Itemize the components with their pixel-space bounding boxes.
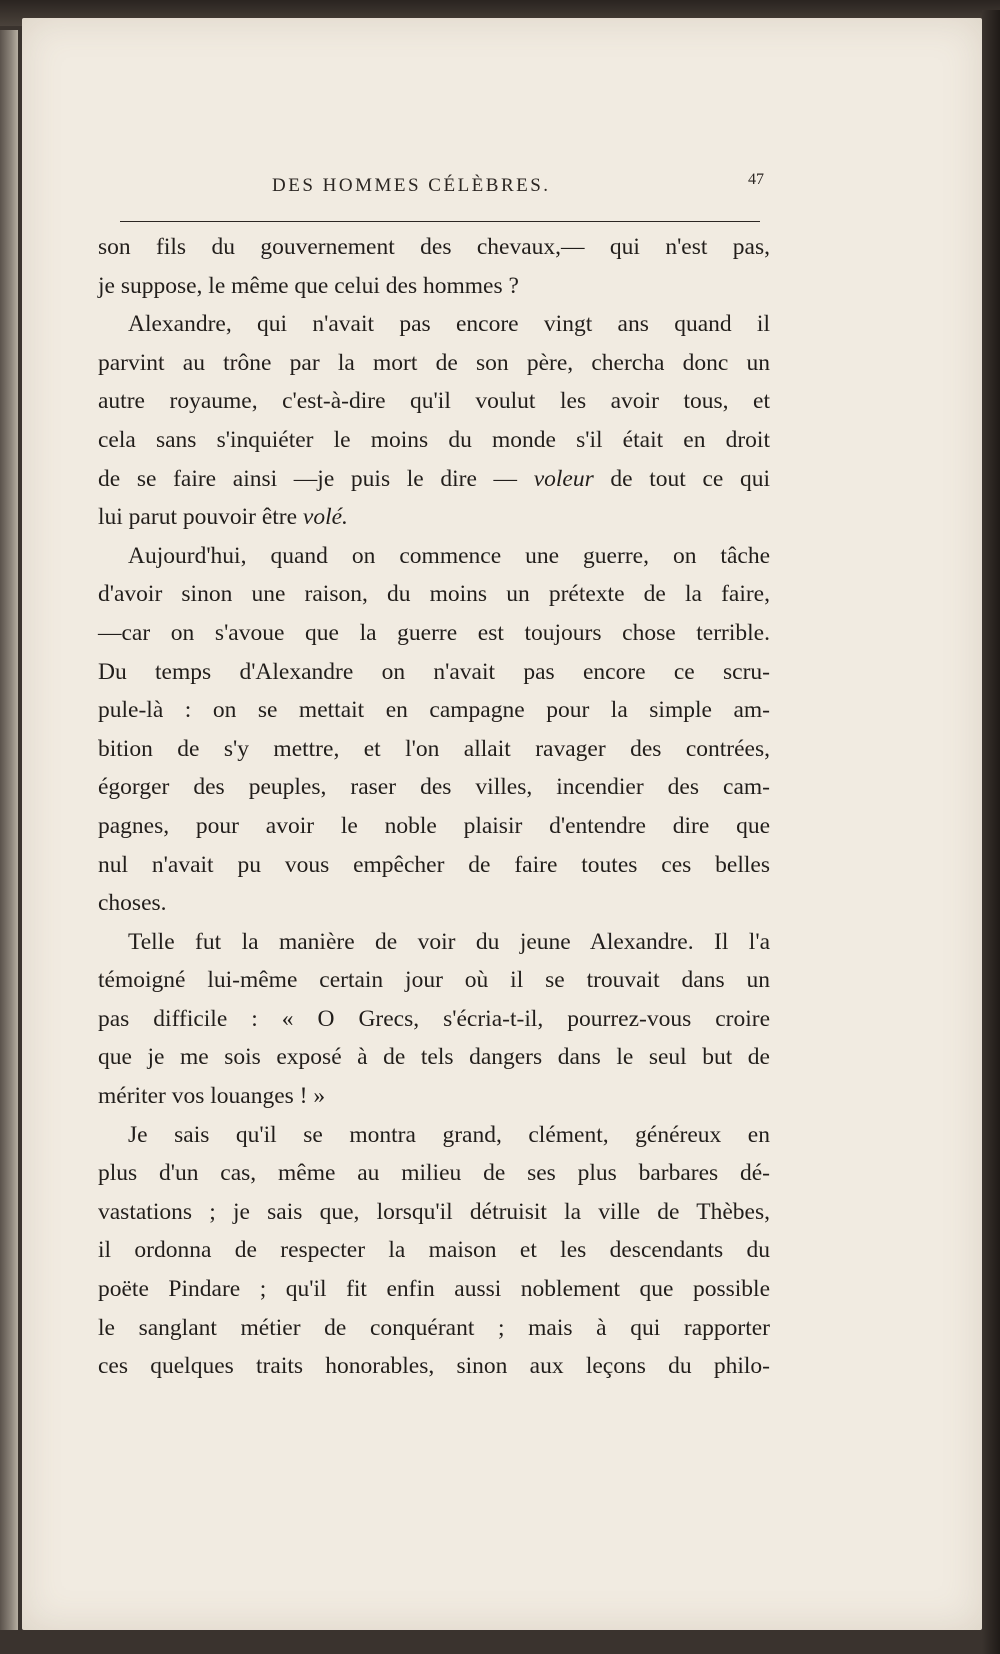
text-line: son fils du gouvernement des chevaux,— qui n'est pas, <box>98 234 770 260</box>
text-line: pas difficile : « O Grecs, s'écria-t-il, pourrez-vous croire <box>98 1005 770 1032</box>
text-line: poëte Pindare ; qu'il fit enfin aussi noblement que possible <box>98 1276 770 1303</box>
text-line <box>98 498 770 537</box>
text-line: Aujourd'hui, quand on commence une guerre, on tâche <box>128 542 770 569</box>
text-line: le sanglant métier de conquérant ; mais à qui rapporter <box>98 1314 770 1341</box>
text-line: Du temps d'Alexandre on n'avait pas encore ce scru- <box>98 658 770 685</box>
running-title: DES HOMMES CÉLÈBRES. <box>272 175 551 196</box>
text-line: Telle fut la manière de voir du jeune Alexandre. Il l'a <box>128 928 770 955</box>
book-left-edge <box>0 30 18 1630</box>
text-line: vastations ; je sais que, lorsqu'il détruisit la ville de Thèbes, <box>98 1198 770 1225</box>
text-line: témoigné lui-même certain jour où il se trouvait dans un <box>98 967 770 994</box>
text-line: choses. <box>98 890 167 917</box>
text-line: d'avoir sinon une raison, du moins un prétexte de la faire, <box>98 581 770 608</box>
text-line: ces quelques traits honorables, sinon aux leçons du philo- <box>98 1353 770 1380</box>
text-line: bition de s'y mettre, et l'on allait ravager des contrées, <box>98 735 770 762</box>
page-number: 47 <box>748 171 764 188</box>
italic-word: volé. <box>302 504 348 531</box>
text-line: Je sais qu'il se montra grand, clément, généreux en <box>128 1121 770 1148</box>
text-line: il ordonna de respecter la maison et les descendants du <box>98 1237 770 1264</box>
text-line: pule-là : on se mettait en campagne pour la simple am- <box>98 697 770 724</box>
text-line: que je me sois exposé à de tels dangers dans le seul but de <box>98 1044 770 1071</box>
body-text <box>98 228 770 1386</box>
text-line: égorger des peuples, raser des villes, incendier des cam- <box>98 774 770 801</box>
text-line: je suppose, le même que celui des hommes ? <box>98 272 519 299</box>
text-run: de tout ce qui <box>610 465 770 492</box>
text-line: plus d'un cas, même au milieu de ses plus barbares dé- <box>98 1160 770 1187</box>
text-line: cela sans s'inquiéter le moins du monde s'il était en droit <box>98 426 770 453</box>
book-right-edge <box>982 10 1000 1654</box>
header-rule <box>120 221 760 222</box>
text-line: nul n'avait pu vous empêcher de faire toutes ces belles <box>98 851 770 878</box>
text-run: de se faire ainsi —je puis le dire — <box>98 465 518 492</box>
text-line: pagnes, pour avoir le noble plaisir d'entendre dire que <box>98 812 770 839</box>
text-line: Alexandre, qui n'avait pas encore vingt ans quand il <box>128 311 770 338</box>
text-line: autre royaume, c'est-à-dire qu'il voulut les avoir tous, et <box>98 388 770 415</box>
text-line <box>98 460 770 499</box>
text-line: —car on s'avoue que la guerre est toujours chose terrible. <box>98 619 770 646</box>
italic-word: voleur <box>533 465 594 492</box>
text-line: parvint au trône par la mort de son père, chercha donc un <box>98 349 770 376</box>
text-run: lui parut pouvoir être <box>98 504 298 531</box>
text-line: mériter vos louanges ! » <box>98 1083 326 1110</box>
